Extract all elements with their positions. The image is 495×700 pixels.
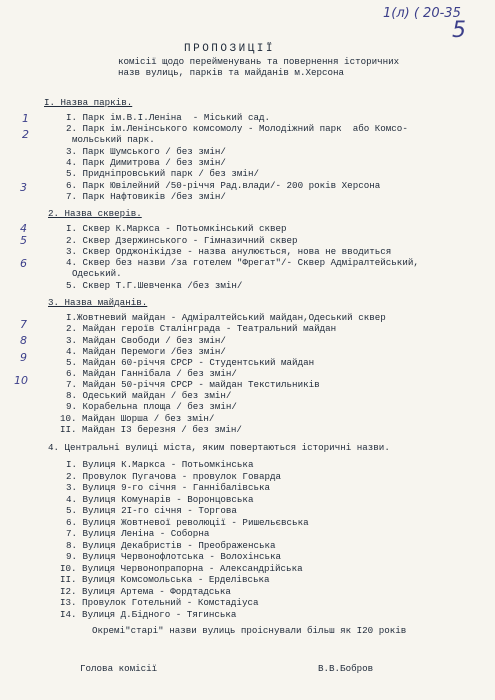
list-item: I0. Вулиця Червонопрапорна - Александрійська	[60, 563, 303, 574]
margin-mark: 2	[22, 128, 29, 141]
list-item: 3. Сквер Орджонікідзе - назва анулюється, нова не вводиться	[66, 246, 392, 257]
list-item: 6. Вулиця Жовтневої революції - Ришельєвська	[66, 517, 309, 528]
list-item-continuation: мольський парк.	[72, 134, 155, 145]
list-item: 2. Парк ім.Ленінського комсомолу - Молодіжний парк або Комсо-	[66, 123, 408, 134]
margin-mark: 3	[20, 181, 27, 194]
list-item-continuation: Одеський.	[72, 268, 122, 279]
margin-mark: 10	[14, 374, 28, 387]
list-item: 5. Придніпровський парк / без змін/	[66, 168, 259, 179]
list-item: 3. Парк Шумського / без змін/	[66, 146, 226, 157]
margin-mark: 1	[22, 112, 29, 125]
section-heading-squares: 2. Назва скверів.	[48, 208, 142, 219]
list-item: I3. Провулок Готельний - Комстадіуса	[60, 597, 259, 608]
list-item: 7. Майдан 50-річчя СРСР - майдан Текстильників	[66, 379, 320, 390]
margin-mark: 7	[20, 318, 27, 331]
list-item: 2. Майдан героїв Сталінграда - Театральний майдан	[66, 323, 337, 334]
list-item: 8. Вулиця Декабристів - Преображенська	[66, 540, 276, 551]
commission-chair-label: Голова комісії	[80, 663, 158, 674]
list-item: 4. Майдан Перемоги /без змін/	[66, 346, 226, 357]
margin-mark: 8	[20, 334, 27, 347]
list-item: 4. Парк Димитрова / без змін/	[66, 157, 226, 168]
document-subtitle-line2: назв вулиць, парків та майданів м.Херсона	[118, 67, 345, 78]
list-item: 5. Вулиця 2I-го січня - Торгова	[66, 505, 237, 516]
list-item: 2. Провулок Пугачова - провулок Говарда	[66, 471, 282, 482]
list-item: I. Сквер К.Маркса - Потьомкінський сквер	[66, 223, 287, 234]
document-subtitle-line1: комісії щодо перейменувань та повернення історичних	[118, 56, 400, 67]
commission-chair-name: В.В.Бобров	[318, 663, 374, 674]
closing-note: Окремі"старі" назви вулиць проіснували більш як I20 років	[92, 625, 407, 636]
document-title: ПРОПОЗИЦІЇ	[184, 43, 276, 55]
list-item: I4. Вулиця Д.Бідного - Тягинська	[60, 609, 237, 620]
list-item: I. Вулиця К.Маркса - Потьомкінська	[66, 459, 254, 470]
archive-mark: 1(л) ( 20-35	[383, 6, 461, 21]
list-item: 2. Сквер Дзержинського - Гімназичний сквер	[66, 235, 298, 246]
margin-mark: 4	[20, 222, 27, 235]
list-item: II. Вулиця Комсомольська - Ерделівська	[60, 574, 270, 585]
section-heading-plazas: 3. Назва майданів.	[48, 297, 148, 308]
list-item: 3. Майдан Свободи / без змін/	[66, 335, 226, 346]
list-item: II. Майдан I3 березня / без змін/	[60, 424, 242, 435]
list-item: 8. Одеський майдан / без змін/	[66, 390, 232, 401]
list-item: 10. Майдан Шорша / без змін/	[60, 413, 215, 424]
margin-mark: 5	[20, 234, 27, 247]
list-item: 9. Вулиця Червонофлотська - Волохінська	[66, 551, 282, 562]
margin-mark: 6	[20, 257, 27, 270]
section-heading-parks: I. Назва парків.	[44, 97, 133, 108]
list-item: 4. Вулиця Комунарів - Воронцовська	[66, 494, 254, 505]
list-item: I2. Вулиця Артема - Фордтадська	[60, 586, 231, 597]
list-item: 7. Парк Нафтовиків /без змін/	[66, 191, 226, 202]
list-item: 5. Майдан 60-річчя СРСР - Студентський майдан	[66, 357, 315, 368]
list-item: 4. Сквер без назви /за готелем "Фрегат"/- Сквер Адміралтейський,	[66, 257, 419, 268]
list-item: 9. Корабельна площа / без змін/	[66, 401, 237, 412]
list-item: 3. Вулиця 9-го січня - Ганнібалівська	[66, 482, 270, 493]
section-heading-streets: 4. Центральні вулиці міста, яким повертаються історичні назви.	[48, 442, 390, 453]
list-item: I. Парк ім.В.І.Леніна - Міський сад.	[66, 112, 270, 123]
list-item: 5. Сквер Т.Г.Шевченка /без змін/	[66, 280, 243, 291]
margin-mark: 9	[20, 351, 27, 364]
list-item: I.Жовтневий майдан - Адміралтейський майдан,Одеський сквер	[66, 312, 386, 323]
list-item: 7. Вулиця Леніна - Соборна	[66, 528, 210, 539]
archive-page-number: 5	[452, 18, 466, 43]
list-item: 6. Парк Ювілейний /50-річчя Рад.влади/- 200 років Херсона	[66, 180, 381, 191]
list-item: 6. Майдан Ганнібала / без змін/	[66, 368, 237, 379]
